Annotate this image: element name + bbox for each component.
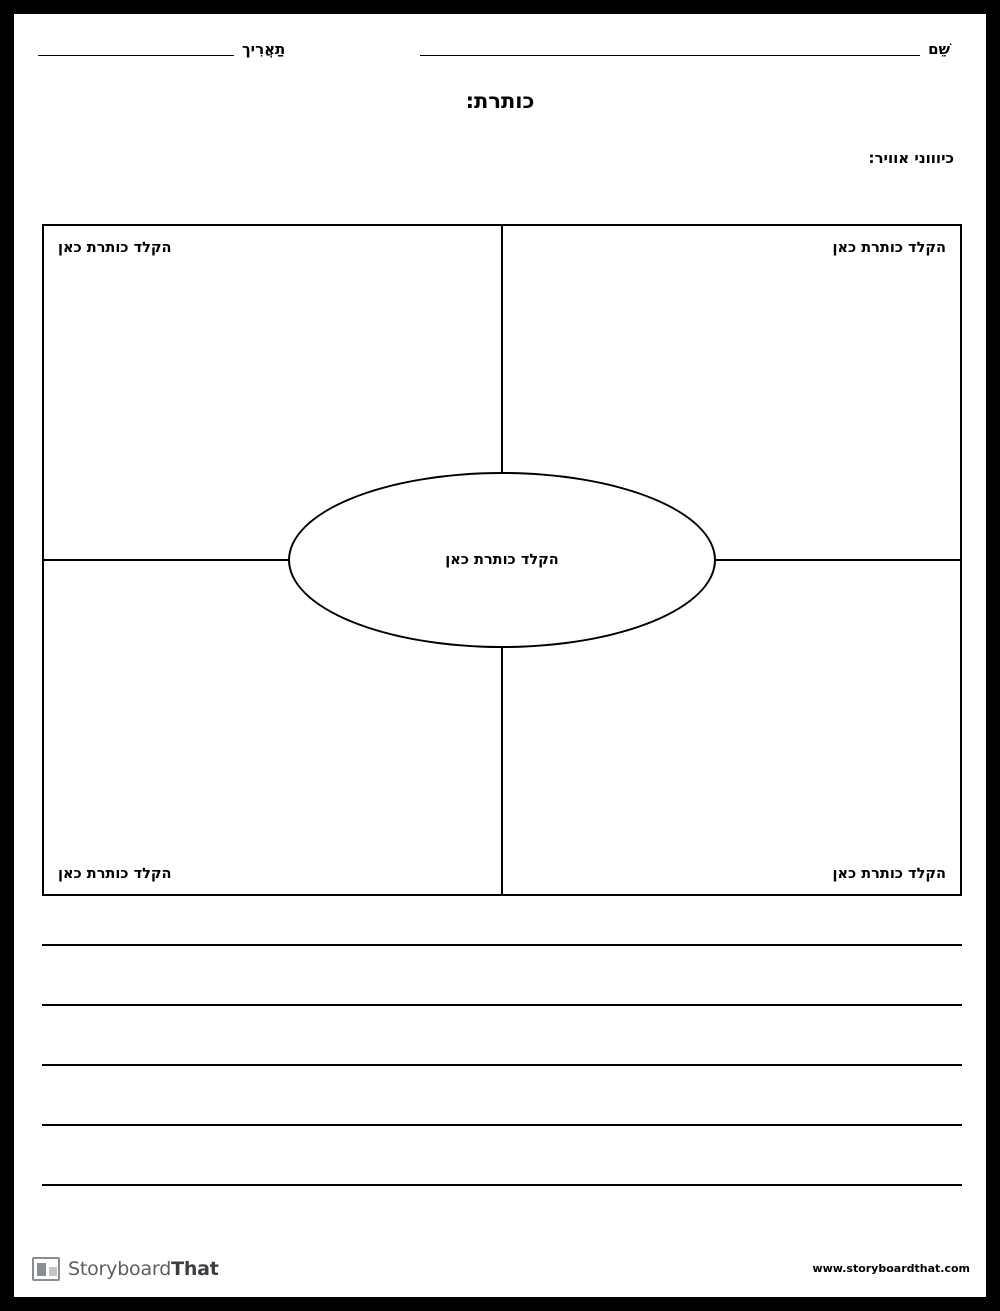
page-title: כותרת: xyxy=(465,89,535,113)
quadrant-label-top-right[interactable]: הקלד כותרת כאן xyxy=(832,240,946,256)
name-label: שֵׁם xyxy=(928,40,950,58)
date-write-line[interactable] xyxy=(38,55,234,56)
header-fields xyxy=(14,40,986,76)
quadrant-label-bottom-left[interactable]: הקלד כותרת כאן xyxy=(58,866,172,882)
footer-url[interactable]: www.storyboardthat.com xyxy=(812,1262,970,1275)
page-subtitle: כיוווני אוויר: xyxy=(868,149,954,167)
worksheet-page xyxy=(14,14,986,1297)
brand-text-bold: That xyxy=(171,1258,219,1280)
writing-lines xyxy=(42,944,962,1186)
date-field[interactable] xyxy=(38,40,285,60)
brand-text-light: Storyboard xyxy=(68,1258,172,1280)
write-line[interactable] xyxy=(42,944,962,946)
quadrant-label-bottom-right[interactable]: הקלד כותרת כאן xyxy=(832,866,946,882)
storyboard-icon xyxy=(32,1257,60,1281)
name-write-line[interactable] xyxy=(420,55,920,56)
write-line[interactable] xyxy=(42,1124,962,1126)
write-line[interactable] xyxy=(42,1184,962,1186)
four-quadrant-diagram xyxy=(42,224,962,896)
quadrant-label-top-left[interactable]: הקלד כותרת כאן xyxy=(58,240,172,256)
center-ellipse-label: הקלד כותרת כאן xyxy=(445,552,559,568)
write-line[interactable] xyxy=(42,1004,962,1006)
storyboardthat-logo[interactable] xyxy=(32,1257,219,1281)
center-ellipse[interactable] xyxy=(288,472,716,648)
date-label: תַאֲרִיך xyxy=(242,40,286,58)
write-line[interactable] xyxy=(42,1064,962,1066)
name-field[interactable] xyxy=(420,40,950,60)
brand-text xyxy=(68,1258,219,1280)
